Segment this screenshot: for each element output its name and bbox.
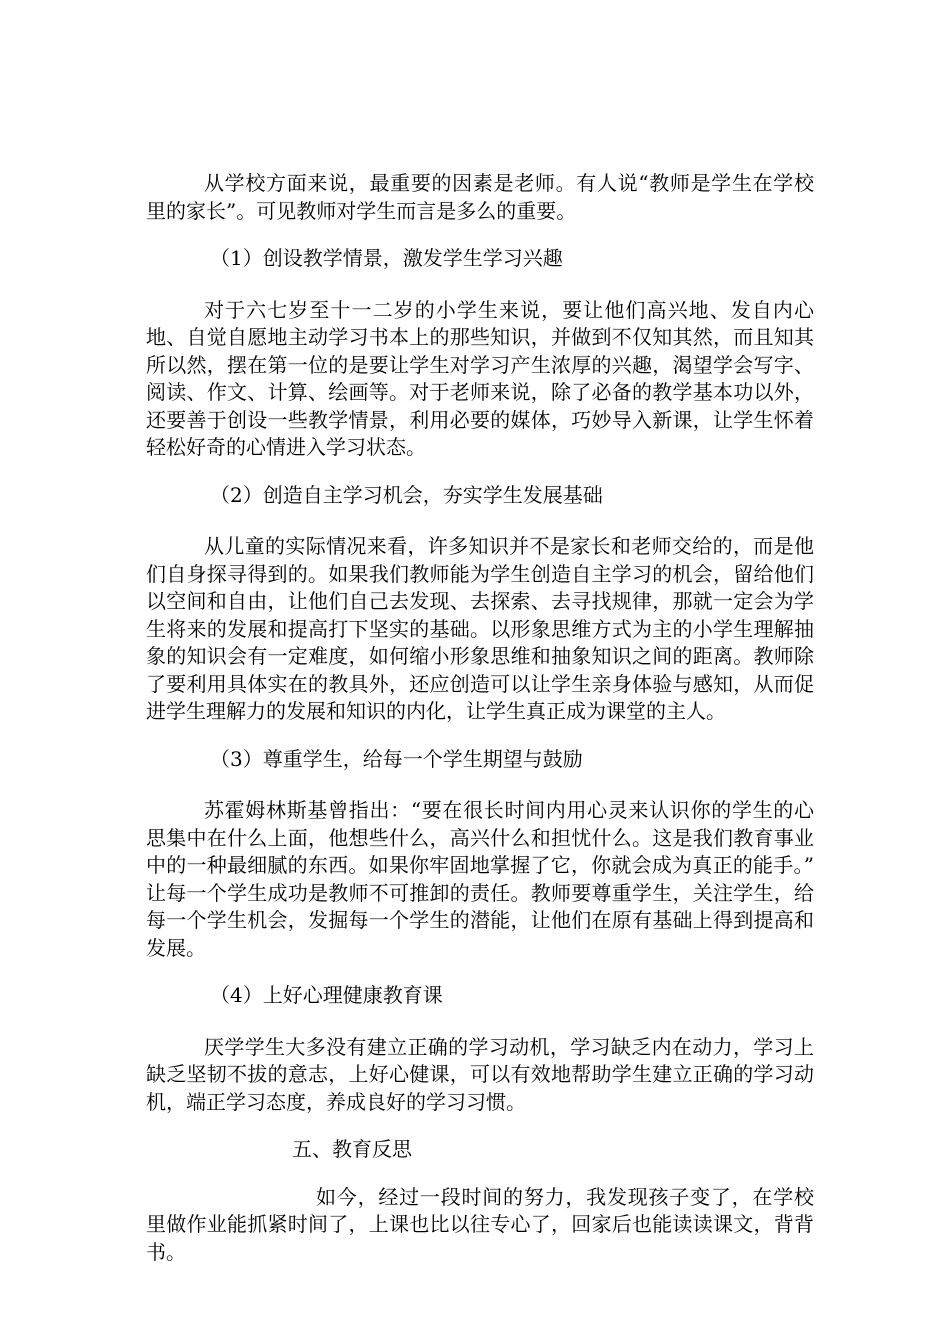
spacer [146, 773, 814, 797]
spacer [146, 273, 814, 297]
paragraph-4: 厌学学生大多没有建立正确的学习动机，学习缺乏内在动力，学习上缺乏坚韧不拔的意志，上好心健课，可以有效地帮助学生建立正确的学习动机，端正学习态度，养成良好的学习习惯。 [146, 1034, 814, 1114]
spacer [146, 962, 814, 982]
spacer [146, 462, 814, 482]
spacer [146, 509, 814, 533]
paragraph-2: 从儿童的实际情况来看，许多知识并不是家长和老师交给的，而是他们自身探寻得到的。如果我们教师能为学生创造自主学习的机会，留给他们以空间和自由，让他们自己去发现、去探索、去寻找规律，那就一定会为学生将来的发展和提高打下坚实的基础。以形象思维方式为主的小学生理解抽象的知识会有一定难度，如何缩小形象思维和抽象知识之间的距离。教师除了要利用具体实在的教具外，还应创造可以让学生亲身体验与感知，从而促进学生理解力的发展和知识的内化，让学生真正成为课堂的主人。 [146, 534, 814, 723]
paragraph-5: 如今，经过一段时间的努力，我发现孩子变了，在学校里做作业能抓紧时间了，上课也比以往专心了，回家后也能读读课文，背背书。 [146, 1184, 814, 1264]
spacer [146, 1116, 814, 1136]
document-page [146, 170, 814, 1266]
paragraph-1: 对于六七岁至十一二岁的小学生来说，要让他们高兴地、发自内心地、自觉自愿地主动学习书本上的那些知识，并做到不仅知其然，而且知其所以然，摆在第一位的是要让学生对学习产生浓厚的兴趣，渴望学会写字、阅读、作文、计算、绘画等。对于老师来说，除了必备的教学基本功以外，还要善于创设一些教学情景，利用必要的媒体，巧妙导入新课，让学生怀着轻松好奇的心情进入学习状态。 [146, 297, 814, 459]
paragraph-intro: 从学校方面来说，最重要的因素是老师。有人说“教师是学生在学校里的家长”。可见教师对学生而言是多么的重要。 [146, 171, 814, 223]
paragraph-3: 苏霍姆林斯基曾指出：“要在很长时间内用心灵来认识你的学生的心思集中在什么上面，他想些什么，高兴什么和担忧什么。这是我们教育事业中的一种最细腻的东西。如果你牢固地掌握了它，你就会成为真正的能手。” 让每一个学生成功是教师不可推卸的责任。教师要尊重学生，关注学生，给每一个学生机会，发掘每一个学生的潜能，让他们在原有基础上得到提高和发展。 [146, 798, 814, 960]
section-heading-5: 五、教育反思 [292, 1137, 412, 1161]
spacer [146, 225, 814, 245]
heading-2: （2）创造自主学习机会，夯实学生发展基础 [210, 482, 603, 507]
spacer [146, 1164, 814, 1184]
heading-3: （3）尊重学生，给每一个学生期望与鼓励 [210, 746, 583, 771]
heading-1: （1）创设教学情景，激发学生学习兴趣 [210, 246, 563, 270]
spacer [146, 726, 814, 746]
heading-4: （4）上好心理健康教育课 [210, 983, 443, 1007]
spacer [146, 1010, 814, 1034]
